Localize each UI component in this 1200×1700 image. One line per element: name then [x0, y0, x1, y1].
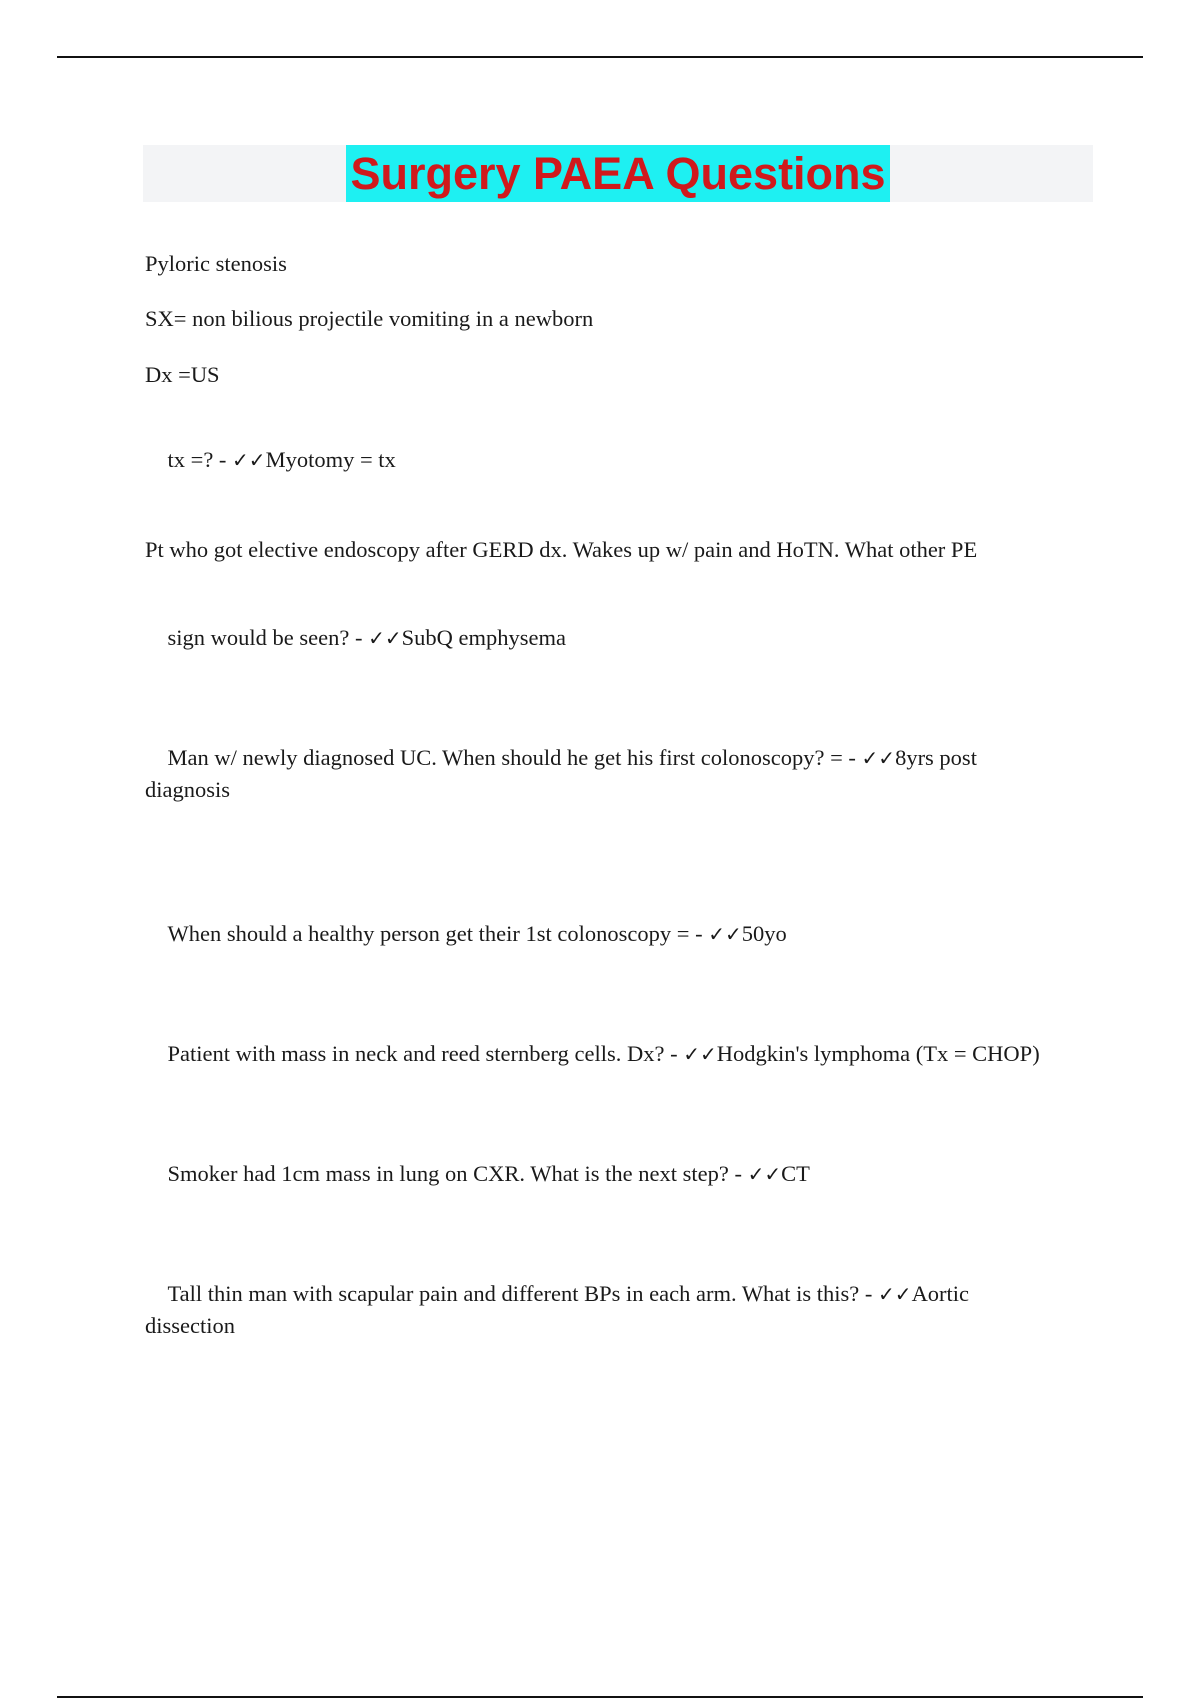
question-prompt: Tall thin man with scapular pain and different BPs in each arm. What is this? - — [167, 1281, 879, 1306]
check-icon: ✓✓ — [747, 1162, 782, 1186]
check-icon: ✓✓ — [878, 1282, 912, 1306]
document-title: Surgery PAEA Questions — [346, 145, 889, 202]
title-band — [143, 145, 1093, 202]
intro-line: Pyloric stenosis — [145, 251, 287, 276]
answer-text: Aortic — [911, 1281, 970, 1306]
question-line — [145, 418, 396, 502]
answer-text: SubQ emphysema — [401, 625, 566, 650]
question-line — [145, 1132, 810, 1216]
question-line — [145, 596, 566, 680]
answer-continuation: dissection — [145, 1313, 235, 1338]
question-prompt: Patient with mass in neck and reed sternberg cells. Dx? - — [167, 1041, 684, 1066]
intro-line: SX= non bilious projectile vomiting in a newborn — [145, 306, 594, 331]
bottom-rule — [57, 1696, 1143, 1698]
question-prompt: Smoker had 1cm mass in lung on CXR. What is the next step? - — [167, 1161, 748, 1186]
check-icon: ✓✓ — [368, 626, 402, 650]
question-line — [145, 892, 787, 976]
question-line — [145, 716, 977, 800]
question-line: Pt who got elective endoscopy after GERD dx. Wakes up w/ pain and HoTN. What other PE — [145, 537, 978, 562]
answer-text: 8yrs post — [895, 745, 977, 770]
question-line — [145, 1252, 969, 1336]
top-rule — [57, 56, 1143, 58]
check-icon: ✓✓ — [708, 922, 742, 946]
question-prompt: When should a healthy person get their 1st colonoscopy = - — [167, 921, 709, 946]
question-prompt: Man w/ newly diagnosed UC. When should he get his first colonoscopy? = - — [167, 745, 862, 770]
intro-line: Dx =US — [145, 362, 220, 387]
question-line — [145, 1012, 1040, 1096]
answer-text: CT — [781, 1161, 810, 1186]
answer-continuation: diagnosis — [145, 777, 231, 802]
answer-text: Hodgkin's lymphoma (Tx = CHOP) — [716, 1041, 1040, 1066]
check-icon: ✓✓ — [683, 1042, 717, 1066]
answer-text: 50yo — [741, 921, 787, 946]
check-icon: ✓✓ — [861, 746, 896, 770]
question-prompt: sign would be seen? - — [167, 625, 369, 650]
check-icon: ✓✓ — [232, 448, 266, 472]
question-prompt: tx =? - — [167, 447, 233, 472]
answer-text: Myotomy = tx — [265, 447, 396, 472]
